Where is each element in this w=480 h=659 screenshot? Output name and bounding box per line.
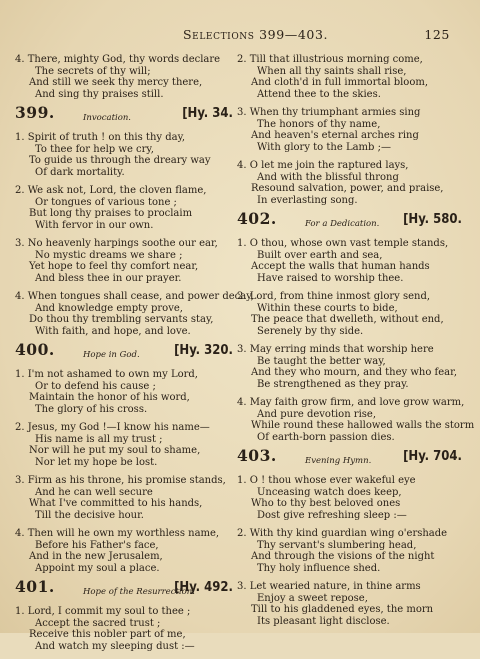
verse-line: And cloth'd in full immortal bloom, bbox=[251, 77, 429, 88]
stanza bbox=[15, 369, 233, 415]
verse-line: Receive this nobler part of me, bbox=[29, 629, 186, 640]
hymn-subtitle: Evening Hymn. bbox=[305, 456, 372, 466]
stanza bbox=[237, 238, 462, 284]
verse-line: 2. With thy kind guardian wing o'ershade bbox=[237, 528, 448, 539]
verse-line: 4. Then will he own my worthless name, bbox=[15, 528, 220, 539]
verse-line: Nor let my hope be lost. bbox=[35, 456, 158, 468]
verse-line: 4. O let me join the raptured lays, bbox=[237, 160, 409, 171]
verse-line: And bless thee in our prayer. bbox=[35, 272, 182, 284]
verse-line: When all thy saints shall rise, bbox=[257, 65, 407, 77]
verse-line: In everlasting song. bbox=[257, 194, 358, 206]
verse-line: Be taught the better way, bbox=[257, 355, 386, 367]
verse-line: 2. Lord, from thine inmost glory send, bbox=[237, 291, 431, 302]
verse-line: 3. Firm as his throne, his promise stands, bbox=[15, 475, 226, 486]
stanza bbox=[15, 54, 233, 100]
right-column bbox=[237, 54, 475, 634]
verse-line: The honors of thy name, bbox=[257, 118, 381, 130]
running-head bbox=[0, 27, 480, 43]
verse-line: What I've committed to his hands, bbox=[29, 498, 203, 509]
verse-line: Thy holy influence shed. bbox=[257, 562, 381, 574]
verse-line: 4. May faith grow firm, and love grow warm, bbox=[237, 397, 465, 408]
hymn-header bbox=[15, 103, 233, 126]
page-number: 125 bbox=[424, 27, 450, 42]
running-head-title: Selections 399—403. bbox=[183, 27, 329, 42]
verse-line: And pure devotion rise, bbox=[257, 408, 377, 420]
hymn-number: 402. bbox=[237, 209, 277, 228]
stanza bbox=[237, 475, 462, 521]
verse-line: 1. O ! thou whose ever wakeful eye bbox=[237, 475, 416, 486]
verse-line: And through the visions of the night bbox=[251, 551, 435, 562]
stanza bbox=[15, 475, 233, 521]
verse-line: Do thou thy trembling servants stay, bbox=[29, 314, 214, 325]
stanza bbox=[15, 528, 233, 574]
verse-line: To guide us through the dreary way bbox=[29, 155, 211, 166]
verse-line: 2. Till that illustrious morning come, bbox=[237, 54, 423, 65]
verse-line: To thee for help we cry, bbox=[35, 143, 154, 155]
stanza bbox=[15, 291, 254, 337]
hymn-number: 400. bbox=[15, 340, 55, 359]
verse-line: Thy servant's slumbering head, bbox=[257, 539, 417, 551]
verse-line: With fervor in our own. bbox=[35, 219, 154, 231]
verse-line: Resound salvation, power, and praise, bbox=[251, 183, 444, 194]
hymn-number: 403. bbox=[237, 446, 277, 465]
verse-line: Or to defend his cause ; bbox=[35, 380, 156, 392]
verse-line: Of earth-born passion dies. bbox=[257, 431, 395, 443]
verse-line: The glory of his cross. bbox=[35, 403, 148, 415]
verse-line: And heaven's eternal arches ring bbox=[251, 130, 419, 141]
hymn-header bbox=[237, 209, 462, 232]
stanza bbox=[237, 291, 462, 337]
verse-line: 3. Let wearied nature, in thine arms bbox=[237, 581, 421, 592]
verse-line: Accept the sacred trust ; bbox=[35, 617, 161, 629]
verse-line: 3. No heavenly harpings soothe our ear, bbox=[15, 238, 218, 249]
verse-line: 1. Spirit of truth ! on this thy day, bbox=[15, 132, 186, 143]
hymn-subtitle: Invocation. bbox=[83, 113, 132, 123]
verse-line: 3. When thy triumphant armies sing bbox=[237, 107, 421, 118]
verse-line: 2. We ask not, Lord, the cloven flame, bbox=[15, 185, 207, 196]
verse-line: But long thy praises to proclaim bbox=[29, 208, 193, 219]
verse-line: Maintain the honor of his word, bbox=[29, 392, 190, 403]
stanza bbox=[237, 581, 462, 627]
hymn-reference: [Hy. 34. bbox=[182, 106, 233, 121]
verse-line: Till to his gladdened eyes, the morn bbox=[251, 604, 434, 615]
verse-line: Till the decisive hour. bbox=[35, 509, 144, 521]
hymn-subtitle: Hope of the Resurrection. bbox=[83, 587, 195, 597]
verse-line: Within these courts to bide, bbox=[257, 302, 398, 314]
hymn-number: 399. bbox=[15, 103, 55, 122]
hymn-reference: [Hy. 580. bbox=[403, 212, 462, 227]
verse-line: Accept the walls that human hands bbox=[251, 261, 430, 272]
hymn-number: 401. bbox=[15, 577, 55, 596]
verse-line: Enjoy a sweet repose, bbox=[257, 592, 368, 604]
verse-line: Of dark mortality. bbox=[35, 166, 125, 178]
verse-line: Before his Father's face, bbox=[35, 539, 159, 551]
verse-line: While round these hallowed walls the storm bbox=[251, 420, 475, 431]
verse-line: Serenely by thy side. bbox=[257, 325, 364, 337]
verse-line: Who to thy best beloved ones bbox=[251, 498, 401, 509]
verse-line: Or tongues of various tone ; bbox=[35, 196, 177, 208]
hymn-header bbox=[237, 446, 462, 469]
stanza bbox=[237, 107, 462, 153]
verse-line: 3. May erring minds that worship here bbox=[237, 344, 434, 355]
stanza bbox=[237, 397, 475, 443]
stanza bbox=[15, 185, 233, 231]
verse-line: His name is all my trust ; bbox=[35, 433, 163, 445]
hymn-reference: [Hy. 320. bbox=[174, 343, 233, 358]
hymn-subtitle: Hope in God. bbox=[83, 350, 140, 360]
stanza bbox=[237, 344, 462, 390]
hymn-reference: [Hy. 492. bbox=[174, 580, 233, 595]
verse-line: Have raised to worship thee. bbox=[257, 272, 404, 284]
verse-line: Nor will he put my soul to shame, bbox=[29, 445, 201, 456]
verse-line: The peace that dwelleth, without end, bbox=[251, 314, 444, 325]
stanza bbox=[237, 528, 462, 574]
verse-line: The secrets of thy will; bbox=[35, 65, 151, 77]
verse-line: With glory to the Lamb ;— bbox=[257, 141, 391, 153]
stanza bbox=[237, 54, 462, 100]
stanza bbox=[15, 422, 233, 468]
stanza bbox=[15, 606, 233, 652]
verse-line: Unceasing watch does keep, bbox=[257, 486, 402, 498]
verse-line: 4. When tongues shall cease, and power decay, bbox=[15, 291, 254, 302]
verse-line: 2. Jesus, my God !—I know his name— bbox=[15, 422, 210, 433]
verse-line: And with the blissful throng bbox=[257, 171, 399, 183]
left-column bbox=[15, 54, 254, 659]
hymn-header bbox=[15, 340, 233, 363]
verse-line: And sing thy praises still. bbox=[35, 88, 164, 100]
verse-line: 1. O thou, whose own vast temple stands, bbox=[237, 238, 449, 249]
hymn-header bbox=[15, 577, 233, 600]
stanza bbox=[237, 160, 462, 206]
verse-line: Attend thee to the skies. bbox=[257, 88, 381, 100]
stanza bbox=[15, 132, 233, 178]
verse-line: 1. Lord, I commit my soul to thee ; bbox=[15, 606, 191, 617]
verse-line: And he can well secure bbox=[35, 486, 153, 498]
verse-line: And knowledge empty prove, bbox=[35, 302, 183, 314]
verse-line: Be strengthened as they pray. bbox=[257, 378, 409, 390]
verse-line: And watch my sleeping dust :— bbox=[35, 640, 195, 652]
verse-line: 1. I'm not ashamed to own my Lord, bbox=[15, 369, 198, 380]
hymn-reference: [Hy. 704. bbox=[403, 449, 462, 464]
verse-line: Built over earth and sea, bbox=[257, 249, 383, 261]
verse-line: No mystic dreams we share ; bbox=[35, 249, 183, 261]
stanza bbox=[15, 238, 233, 284]
verse-line: And still we seek thy mercy there, bbox=[29, 77, 203, 88]
verse-line: Dost give refreshing sleep :— bbox=[257, 509, 407, 521]
verse-line: 4. There, mighty God, thy words declare bbox=[15, 54, 221, 65]
hymn-subtitle: For a Dedication. bbox=[305, 219, 380, 229]
verse-line: Appoint my soul a place. bbox=[35, 562, 160, 574]
verse-line: And in the new Jerusalem, bbox=[29, 551, 163, 562]
verse-line: Yet hope to feel thy comfort near, bbox=[29, 261, 199, 272]
verse-line: And they who mourn, and they who fear, bbox=[251, 367, 457, 378]
verse-line: Its pleasant light disclose. bbox=[257, 615, 390, 627]
verse-line: With faith, and hope, and love. bbox=[35, 325, 191, 337]
